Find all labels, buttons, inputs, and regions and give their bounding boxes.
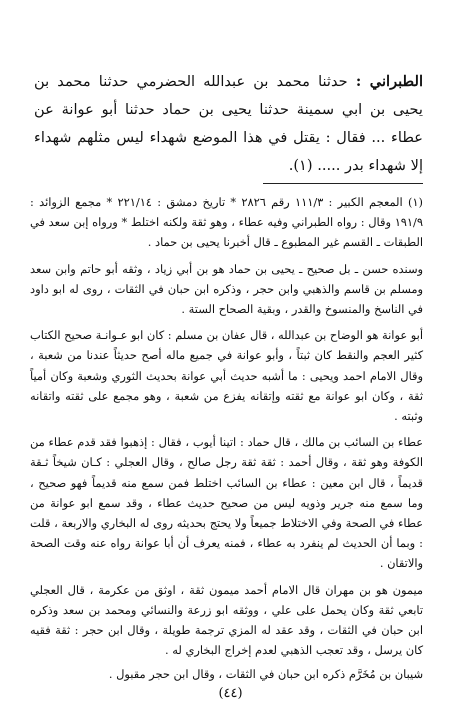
footnote-paragraph: أبو عوانة هو الوضاح بن عبدالله ، قال عفان بن مسلم : كان ابو عـوانـة صحيح الكتاب كثير العجم والنقط كان ثبتاً ، وأبو عوانة في جميع ماله أصح حديثاً عندنا من شعبة ، وقال الامام احمد ويحيى : ما أشبه حديث أبي عوانة بحديث الثوري وشعبة وكان أمياً ثقة ، وكان ابو عوانة مع ثقته وإتقانه يفزع من شعبة ، وهو مجمع على ثقته واتقانه وثبته . [30,328,423,424]
page-number: (٤٤) [218,686,243,701]
footnote-paragraph: وسنده حسن ـ بل صحيح ـ يحيى بن حماد هو بن أبي زياد ، وثقه أبو حاتم وابن سعد ومسلم بن قاسم والذهبي وابن حجر ، وذكره ابن حبان في الثقات ، روى له ابو داود في الناسخ والمنسوخ والقدر ، وبقية الصحاح الستة . [30,261,423,317]
footnote-paragraph: عطاء بن السائب بن مالك ، قال حماد : اتينا أيوب ، فقال : إذهبوا فقد قدم عطاء من الكوفة وهو ثقة ، وقال أحمد : ثقة ثقة رجل صالح ، وقال العجلي : كـان شيخاً ثـقة قديماً ، قال ابن معين : عطاء بن السائب اختلط فمن سمع منه قديماً فهو صحيح ، وما سمع منه جرير وذويه ليس من صحيح حديث عطاء ، وقد سمع ابو عوانة من عطاء في الصحة وفي الاختلاط جميعاً ولا يحتج بحديثه روى له البخاري والاربعة ، قلت : وبما أن الحديث لم ينفرد به عطاء ، فمنه يعرف أن أبا عوانة رواه عنه وقت الصحة والاتقان . [30,435,423,571]
footnote-separator [263,183,423,184]
hadith-text: حدثنا محمد بن عبدالله الحضرمي حدثنا محمد بن يحيى بن ابي سمينة حدثنا يحيى بن حماد حدثنا أبو عوانة عن عطاء ... فقال : يقتل في هذا الموضع شهداء ليس مثلهم شهداء إلا شهداء بدر ..... (١). [34,73,423,174]
footnote-paragraph: (١) المعجم الكبير : ١١١/٣ رقم ٢٨٢٦ * تاريخ دمشق : ٢٢١/١٤ * مجمع الزوائد : ١٩١/٩ وقال : رواه الطبراني وفيه عطاء ، وهو ثقة ولكنه اختلط * ورواه إبن سعد في الطبقات ـ القسم غير المطبوع ـ قال أخبرنا يحيى بن حماد . [30,195,423,250]
footnote-paragraph: شيبان بن مُخَرَّم ذكره ابن حبان في الثقات ، وقال ابن حجر مقبول . [108,667,423,682]
footnote-paragraph: ميمون هو بن مهران قال الامام أحمد ميمون ثقة ، اوثق من عكرمة ، قال العجلي تابعي ثقة وكان يحمل على علي ، ووثقه ابو زرعة والنسائي ومحمد بن سعد وذكره ابن حبان في الثقات ، وقد عقد له المزي ترجمة طويلة ، وقال ابن حجر : ثقة فقيه كان يرسل ، وقد تعجب الذهبي لعدم إخراج البخاري له . [30,582,423,658]
main-paragraph [34,68,423,180]
main-text-block [34,68,423,180]
footnotes-block [30,192,423,689]
author-name: الطبراني : [355,73,423,90]
